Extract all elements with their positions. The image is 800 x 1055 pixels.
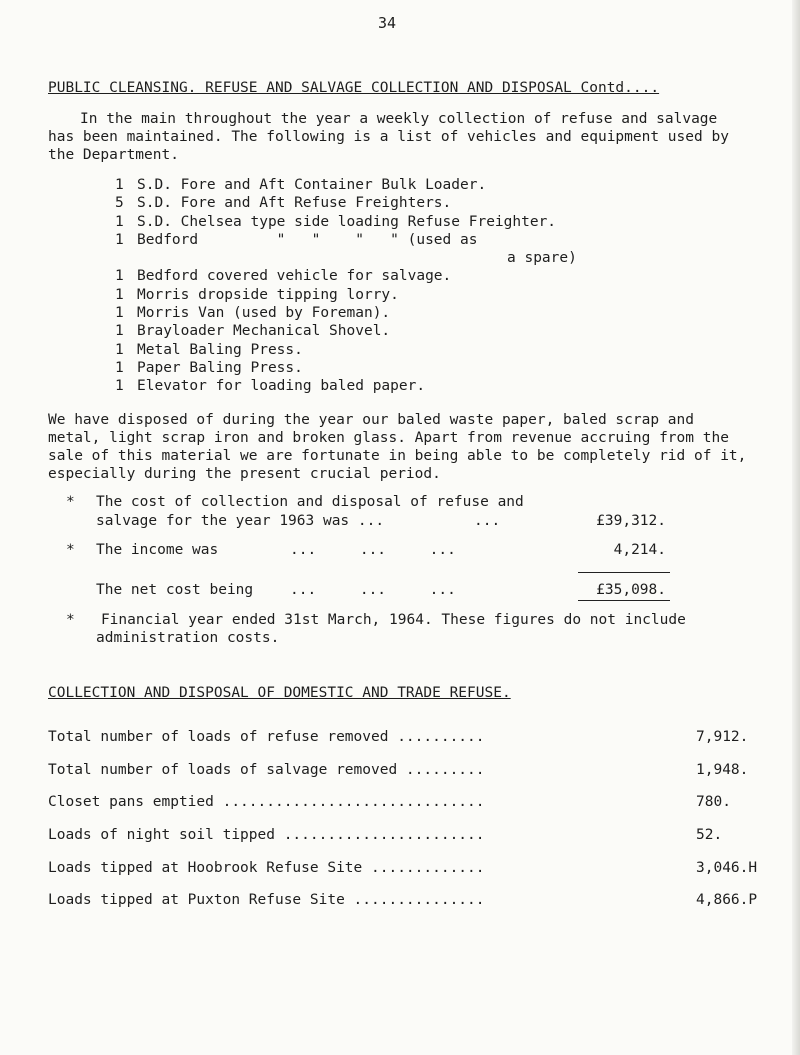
vehicle-item: 1 Morris Van (used by Foreman). (115, 305, 391, 322)
vehicle-item: 5 S.D. Fore and Aft Refuse Freighters. (115, 195, 452, 212)
refuse-stats-list (48, 728, 758, 924)
stat-row: Total number of loads of salvage removed ......... 1,948. (48, 761, 749, 778)
footnote: * Financial year ended 31st March, 1964. These figures do not include administration costs. (66, 612, 686, 646)
asterisk-marker: * (66, 494, 75, 510)
vehicle-item: 1 Brayloader Mechanical Shovel. (115, 323, 391, 340)
stat-row: Loads of night soil tipped ....................... 52. (48, 827, 723, 844)
intro-paragraph: In the main throughout the year a weekly collection of refuse and salvage has been maintained. The following is a list of vehicles and equipment used by the Department. (48, 111, 729, 163)
document-page: 34 PUBLIC CLEANSING. REFUSE AND SALVAGE COLLECTION AND DISPOSAL Contd.... In the main throughout the year a weekly collection of refuse and salvage has been maintained. The following is a list of vehicles and equipment used by the Department. 1 S.D. Fore and Aft Container Bulk Loader. 5 S.D. Fore and Aft Refuse Freighters. 1 S.D. Chelsea type side loading Refuse Freighter. 1 Bedford " " " " (used as a spare) 1 Bedford covered vehicle for salvage. 1 Morris dropside tipping lorry. 1 Morris Van (used by Foreman). 1 Brayloader Mechanical Shovel. 1 Metal Baling Press. 1 Paper Baling Press. 1 Elevator for loading baled paper. We have disposed of during the year our baled waste paper, baled scrap and metal, light scrap iron and broken glass. Apart from revenue accruing from the sale of this material we are fortunate in being able to be completely rid of it, especially during the present crucial period. * The cost of collection and disposal of refuse and salvage for the year 1963 was ... ... £39,312. * The income was ... ... ... 4,214. The net cost being ... ... ... £35,098. * Financial year ended 31st March, 1964. These figures do not include administration costs. COLLECTION AND DISPOSAL OF DOMESTIC AND TRADE REFUSE. Total number of loads of refuse removed .......... 7,912. Total number of loads of salvage removed ......... 1,948. Closet pans emptied .............................. 780. Loads of night soil tipped ....................... 52. Loads tipped at Hoobrook Refuse Site ............. 3,046.H Loads tipped at Puxton Refuse Site ............... 4,866.P (0, 0, 800, 1055)
sum-rule (578, 572, 670, 573)
stat-row: Closet pans emptied .............................. 780. (48, 794, 731, 811)
income-amount: 4,214. (613, 542, 666, 558)
net-cost-amount: £35,098. (596, 582, 666, 598)
stat-row: Loads tipped at Hoobrook Refuse Site ............. 3,046.H (48, 859, 758, 876)
vehicle-item-continued: a spare) (507, 250, 577, 267)
stat-row: Total number of loads of refuse removed .......... 7,912. (48, 729, 749, 745)
vehicle-item: 1 Bedford " " " " (used as (115, 231, 478, 248)
total-rule (578, 600, 670, 601)
disposal-paragraph: We have disposed of during the year our baled waste paper, baled scrap and metal, light scrap iron and broken glass. Apart from revenue accruing from the sale of this material we are fortunate in being able to be completely rid of it, especially during the present crucial period. (48, 412, 747, 482)
page-edge-shadow (792, 0, 800, 1055)
vehicle-item: 1 Bedford covered vehicle for salvage. (115, 268, 452, 285)
vehicle-item: 1 S.D. Fore and Aft Container Bulk Loader. (115, 177, 487, 193)
vehicle-item: 1 Elevator for loading baled paper. (115, 378, 426, 395)
asterisk-marker: * (66, 542, 75, 558)
vehicle-item: 1 Paper Baling Press. (115, 359, 303, 376)
vehicle-item: 1 Metal Baling Press. (115, 341, 303, 358)
collection-cost-amount: £39,312. (596, 513, 666, 529)
vehicle-list (115, 176, 635, 396)
section-heading: PUBLIC CLEANSING. REFUSE AND SALVAGE COLLECTION AND DISPOSAL Contd.... (48, 80, 660, 96)
stat-row: Loads tipped at Puxton Refuse Site ............... 4,866.P (48, 892, 758, 909)
page-number: 34 (378, 14, 397, 32)
vehicle-item: 1 S.D. Chelsea type side loading Refuse Freighter. (115, 213, 557, 230)
section2-heading: COLLECTION AND DISPOSAL OF DOMESTIC AND TRADE REFUSE. (48, 685, 511, 701)
vehicle-item: 1 Morris dropside tipping lorry. (115, 286, 399, 303)
